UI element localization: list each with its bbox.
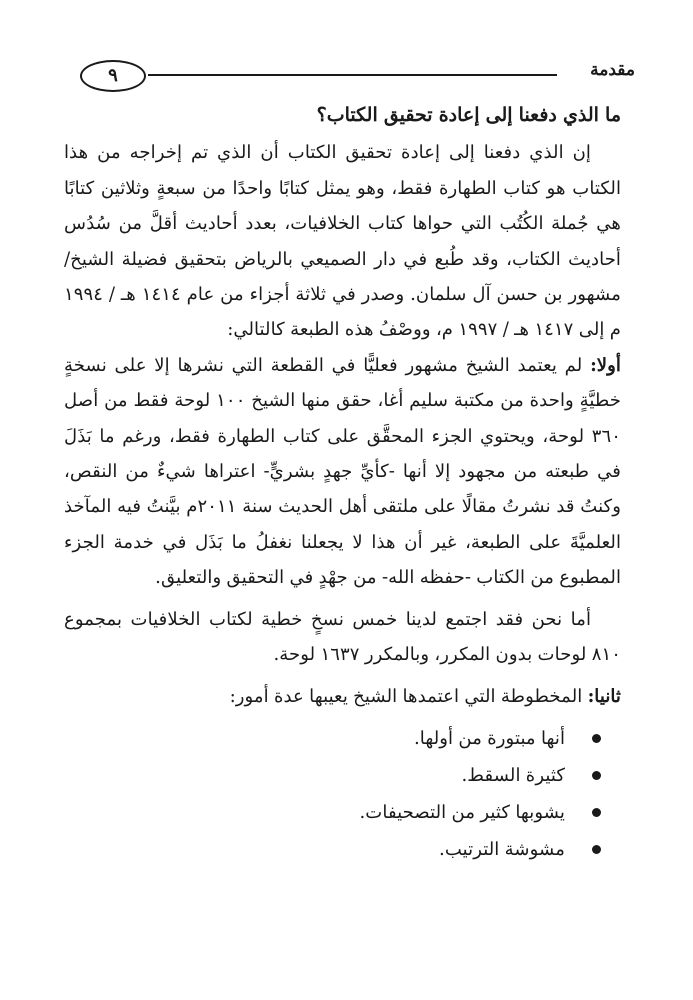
page-body [64,98,621,868]
point-label-first: أولا: [590,354,621,376]
bullet-icon [592,808,601,817]
point-text-first: لم يعتمد الشيخ مشهور فعليًّا في القطعة التي نشرها إلا على نسخةٍ خطيَّةٍ واحدة من مكتبة سليم أغا، حقق منها الشيخ ١٠٠ لوحة فقط من أصل ٣٦٠ لوحة، ويحتوي الجزء المحقَّق على كتاب الطهارة فقط، ورغم ما بَذَلَ في طبعته من مجهود إلا أنها -كأيِّ جهدٍ بشريٍّ- اعتراها شيءٌ من النقص، وكنتُ قد نشرتُ مقالًا على ملتقى أهل الحديث سنة ٢٠١١م بيَّنتُ فيه المآخذ العلميَّةَ على الطبعة، غير أن هذا لا يجعلنا نغفلُ ما بَذَل في خدمة الجزء المطبوع من الكتاب -حفظه الله- من جهْدٍ في التحقيق والتعليق. [64,354,621,589]
page-header [58,58,635,92]
bullet-icon [592,734,601,743]
paragraph-second-point [64,679,621,714]
list-item: يشوبها كثير من التصحيفات. [64,794,601,831]
point-label-second: ثانيا: [587,685,621,707]
header-rule [148,74,557,76]
page-number: ٩ [80,60,146,92]
bullet-icon [592,845,601,854]
section-heading: ما الذي دفعنا إلى إعادة تحقيق الكتاب؟ [316,104,621,126]
list-item: أنها مبتورة من أولها. [64,720,601,757]
list-item: كثيرة السقط. [64,757,601,794]
list-item: مشوشة الترتيب. [64,831,601,868]
bullet-icon [592,771,601,780]
paragraph-manuscripts: أما نحن فقد اجتمع لدينا خمس نسخٍ خطية لكتاب الخلافيات بمجموع ٨١٠ لوحات بدون المكرر، وبالمكرر ١٦٣٧ لوحة. [64,608,621,666]
section-title: مقدمة [590,60,635,80]
point-text-second: المخطوطة التي اعتمدها الشيخ يعيبها عدة أمور: [229,685,588,707]
paragraph-intro: إن الذي دفعنا إلى إعادة تحقيق الكتاب أن الذي تم إخراجه من هذا الكتاب هو كتاب الطهارة فقط، وهو يمثل كتابًا واحدًا من سبعةٍ وثلاثين كتابًا هي جُملة الكُتُب التي حواها كتاب الخلافيات، بعدد أحاديث أقلَّ من سُدُس أحاديث الكتاب، وقد طُبع في دار الصميعي بالرياض بتحقيق فضيلة الشيخ/ مشهور بن حسن آل سلمان. وصدر في ثلاثة أجزاء من عام ١٤١٤ هـ / ١٩٩٤ م إلى ١٤١٧ هـ / ١٩٩٧ م، ووصْفُ هذه الطبعة كالتالي: [64,142,621,341]
paragraph-first-point [64,348,621,596]
defects-list [64,720,621,868]
